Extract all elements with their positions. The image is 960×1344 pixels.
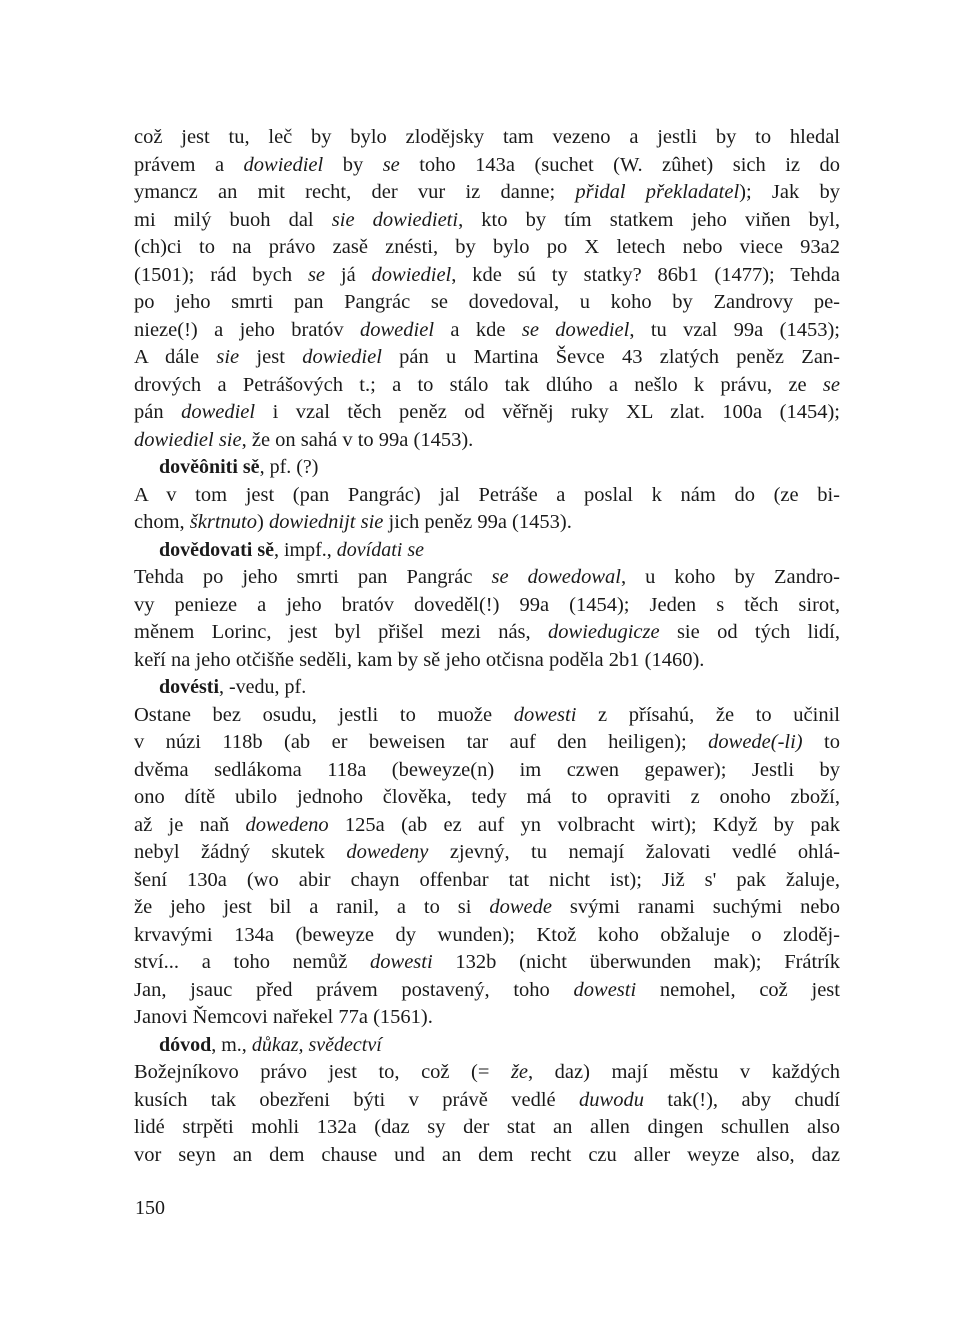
text-line [134,757,840,785]
text-line [134,207,840,235]
text-run: šení 130a (wo abir chayn offenbar tat nicht ist); Již s' pak žaluje, [134,868,840,891]
text-run: , kto by tím statkem jeho viňen byl, [458,208,840,231]
italic-text: sie dowiedieti [331,208,459,231]
text-line [134,234,840,262]
text-run: , že on sahá v to 99a (1453). [241,428,474,451]
text-run: Tehda po jeho smrti pan Pangrác [134,566,492,588]
text-run: pán [134,401,182,423]
text-line [134,592,840,620]
text-run: Janovi Ňemcovi nařekel 77a (1561). [134,1006,433,1028]
text-run: A v tom jest (pan Pangrác) jal Petráše a poslal k nám do (ze bi- [134,483,840,506]
page-number: 150 [135,1197,165,1219]
text-run: až je naň [134,813,246,836]
text-line [134,372,840,400]
text-run: (ch)ci to na právo zasě znésti, by bylo po X letech nebo viece 93a2 [134,236,840,258]
italic-text: že [510,1061,529,1083]
text-line [134,922,840,950]
text-line [134,399,840,427]
headword: dovésti [159,676,219,698]
text-line [134,702,840,730]
text-line [134,1004,840,1032]
text-run: měnem Lorinc, jest byl přišel mezi nás, [134,621,549,643]
text-line [134,509,840,537]
text-line [134,867,840,895]
italic-text: dowede [489,896,552,918]
italic-text: dowesti [513,703,577,726]
italic-text: sie [216,346,240,368]
entry-headword-line [134,674,840,702]
text-line [134,839,840,867]
text-line [134,784,840,812]
italic-text: dowiedugicze [548,621,660,643]
headword: dověôniti sě [159,456,260,478]
text-run: jich peněz 99a (1453). [383,511,572,533]
text-run: po jeho smrti pan Pangrác se dovedoval, u koho by Zandrovy pe- [134,291,840,313]
text-line [134,262,840,290]
text-run: krvavými 134a (beweyze dy wunden); Ktož koho obžaluje o zloděj- [134,923,840,946]
text-run: nebyl žádný skutek [134,841,347,863]
headword: dóvod [159,1033,212,1056]
text-run: právem a [134,153,244,176]
text-line [134,1087,840,1115]
italic-text: dowiediel [243,153,324,176]
italic-text: škrtnuto [189,511,257,533]
text-run: , -vedu, pf. [219,676,307,698]
text-line [134,1142,840,1170]
text-run: lidé strpěti mohli 132a (daz sy der stat an allen dingen schullen also [134,1116,840,1138]
italic-text: se [822,373,840,396]
text-run: toho 143a (suchet (W. zûhet) sich iz do [399,153,840,176]
text-line [134,152,840,180]
text-run: což jest tu, leč by bylo zlodějsky tam vezeno a jestli by to hledal [134,126,840,148]
text-run: a kde [434,318,522,341]
text-run: ono dítě ubilo jednoho člověka, tedy má to opraviti z onoho zboží, [134,786,840,808]
text-run: keří na jeho otčišňe seděli, kam by sě jeho otčisna poděla 2b1 (1460). [134,648,705,671]
text-run: tak(!), aby chudí [643,1088,840,1111]
text-line [134,894,840,922]
text-line [134,977,840,1005]
italic-text: dowediel [181,401,256,423]
text-line [134,124,840,152]
text-run: Ostane bez osudu, jestli to muože [134,703,514,726]
text-run: by [323,153,383,176]
italic-text: přidal překladatel [575,181,740,203]
italic-text: se dowediel [521,318,630,341]
text-run: (1501); rád bych [134,263,308,286]
text-run: 132b (nicht überwunden mak); Frátrík [432,951,840,973]
text-line [134,289,840,317]
text-run: drových a Petrášových t.; a to stálo tak dlúho a nešlo k právu, ze [134,373,823,396]
text-run: vor seyn an dem chause und an dem recht czu aller weyze also, daz [134,1143,840,1166]
text-run: dvěma sedlákoma 118a (beweyze(n) im czwen gepawer); Jestli by [134,758,840,781]
text-line [134,949,840,977]
text-line [134,482,840,510]
text-run: Jan, jsauc před právem postavený, toho [134,978,574,1001]
text-line [134,1114,840,1142]
text-run: nemohel, což jest [636,978,840,1001]
italic-text: dowediel [360,318,435,341]
text-line [134,427,840,455]
text-run: zjevný, tu nemají žalovati vedlé ohlá- [428,841,841,863]
italic-text: se dowedowal [491,566,621,588]
text-run: mi milý buoh dal [134,208,332,231]
text-run: ymancz an mit recht, der vur iz danne; [134,181,576,203]
text-line [134,647,840,675]
italic-text: dowiednijt sie [268,511,384,533]
text-run: v núzi 118b (ab er beweisen tar auf den heiligen); [134,731,709,753]
text-run: , impf., [274,538,337,561]
text-run: sie od tých lidí, [659,621,841,643]
italic-text: dowiediel [371,263,452,286]
text-run: já [325,263,372,286]
text-line [134,729,840,757]
text-line [134,317,840,345]
dictionary-text [134,124,840,1169]
text-run: ) [257,511,269,533]
text-run: i vzal těch peněz od věřněj ruky XL zlat. 100a (1454); [255,401,840,423]
entry-headword-line [134,1032,840,1060]
italic-text: dowiediel sie [134,428,242,451]
text-run: ); Jak by [739,181,840,203]
text-run: že jeho jest bil a ranil, a to si [134,896,490,918]
text-run: jest [239,346,303,368]
text-run: svými ranami suchými nebo [551,896,840,918]
text-line [134,344,840,372]
italic-text: dowiediel [302,346,382,368]
text-run: vy penieze a jeho bratóv doveděl(!) 99a (1454); Jeden s těch sirot, [134,593,840,616]
text-line [134,179,840,207]
text-run: nieze(!) a jeho bratóv [134,318,360,341]
text-line [134,812,840,840]
italic-text: duwodu [579,1088,644,1111]
text-run: 125a (ab ez auf yn volbracht wirt); Když by pak [328,813,840,836]
text-run: ství... a toho nemůž [134,951,371,973]
text-run: to [802,731,840,753]
entry-headword-line [134,537,840,565]
text-run: , tu vzal 99a (1453); [629,318,840,341]
text-line [134,564,840,592]
italic-text: důkaz, svědectví [251,1033,382,1056]
text-line [134,619,840,647]
text-run: A dále [134,346,217,368]
text-run: chom, [134,511,190,533]
text-run: pán u Martina Ševce 43 zlatých peněz Zan- [381,346,840,368]
italic-text: dowesti [573,978,637,1001]
text-run: , u koho by Zandro- [621,566,840,588]
text-run: , pf. (?) [259,456,319,478]
italic-text: se [382,153,400,176]
text-run: Božejníkovo právo jest to, což (= [134,1061,511,1083]
entry-headword-line [134,454,840,482]
text-run: z přísahú, že to učinil [576,703,840,726]
italic-text: se [307,263,326,286]
italic-text: dovídati se [336,538,424,561]
italic-text: dowedeno [245,813,329,836]
headword: dovědovati sě [159,538,274,561]
text-run: , m., [211,1033,252,1056]
text-run: kusích tak obezřeni býti v právě vedlé [134,1088,580,1111]
text-line [134,1059,840,1087]
italic-text: dowesti [370,951,433,973]
italic-text: dowede(-li) [708,731,803,753]
text-run: , kde sú ty statky? 86b1 (1477); Tehda [451,263,841,286]
text-run: , daz) mají městu v každých [528,1061,840,1083]
italic-text: dowedeny [346,841,429,863]
